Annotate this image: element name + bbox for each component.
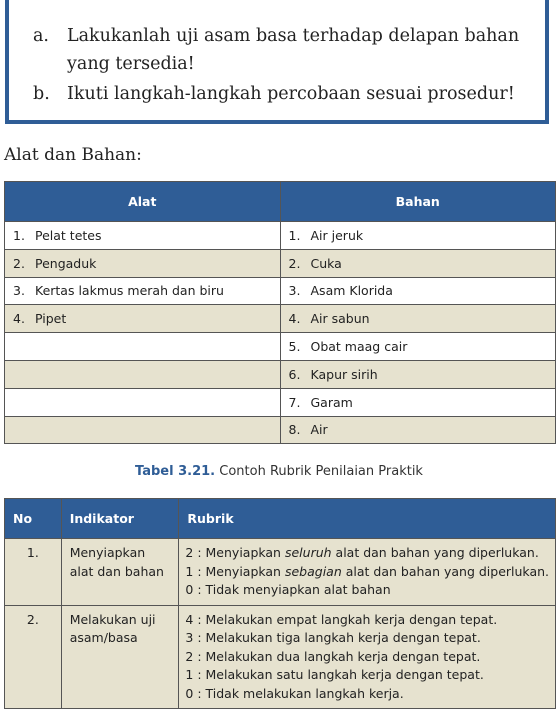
cell-bahan bbox=[280, 360, 556, 388]
rubrik-pre: 1 : Melakukan satu langkah kerja dengan tepat. bbox=[185, 667, 484, 682]
rubrik-pre: 1 : Menyiapkan bbox=[185, 563, 285, 579]
cell-alat bbox=[5, 222, 281, 250]
column-header-bahan: Bahan bbox=[280, 182, 556, 222]
instruction-letter: a. bbox=[33, 26, 49, 46]
bahan-number: 5. bbox=[288, 339, 301, 355]
cell-alat bbox=[5, 360, 281, 388]
table-row bbox=[5, 333, 556, 361]
rubrik-line bbox=[185, 666, 549, 685]
table-row bbox=[5, 605, 556, 709]
table-row bbox=[5, 277, 556, 305]
table-row bbox=[5, 305, 556, 333]
alat-text: Pipet bbox=[35, 311, 67, 327]
cell-bahan bbox=[280, 388, 556, 416]
bahan-number: 1. bbox=[288, 227, 301, 243]
cell-indikator: Menyiapkan alat dan bahan bbox=[61, 539, 179, 606]
instruction-text: Lakukanlah uji asam basa terhadap delapan bahan yang tersedia! bbox=[67, 26, 520, 74]
rubrik-line bbox=[185, 685, 549, 704]
rubrik-line bbox=[185, 648, 549, 667]
column-header-indikator: Indikator bbox=[61, 499, 179, 539]
rubrik-line bbox=[185, 581, 549, 600]
cell-rubrik bbox=[179, 605, 556, 709]
column-header-no: No bbox=[5, 499, 62, 539]
table-row bbox=[5, 222, 556, 250]
cell-alat bbox=[5, 388, 281, 416]
instruction-text: Ikuti langkah-langkah percobaan sesuai prosedur! bbox=[67, 84, 515, 104]
rubric-table bbox=[4, 498, 556, 709]
column-header-alat: Alat bbox=[5, 182, 281, 222]
alat-number: 3. bbox=[13, 283, 25, 299]
bahan-text: Obat maag cair bbox=[310, 339, 408, 355]
cell-bahan bbox=[280, 249, 556, 277]
caption-label: Tabel 3.21. bbox=[135, 464, 216, 479]
rubrik-line bbox=[185, 563, 549, 582]
rubrik-pre: 2 : Melakukan dua langkah kerja dengan tepat. bbox=[185, 648, 481, 664]
section-heading: Alat dan Bahan: bbox=[4, 145, 142, 165]
bahan-number: 8. bbox=[288, 422, 301, 438]
cell-bahan bbox=[280, 305, 556, 333]
rubrik-em: sebagian bbox=[284, 563, 342, 579]
cell-alat bbox=[5, 277, 281, 305]
table-body bbox=[5, 222, 556, 444]
bahan-text: Cuka bbox=[310, 255, 342, 271]
instruction-letter: b. bbox=[33, 84, 50, 104]
bahan-number: 3. bbox=[288, 283, 301, 299]
alat-number: 1. bbox=[13, 227, 25, 243]
cell-no: 1. bbox=[5, 539, 62, 606]
bahan-text: Kapur sirih bbox=[310, 366, 378, 382]
alat-number: 2. bbox=[13, 255, 25, 271]
table-row bbox=[5, 416, 556, 444]
alat-text: Pengaduk bbox=[35, 255, 97, 271]
cell-alat bbox=[5, 416, 281, 444]
cell-bahan bbox=[280, 333, 556, 361]
cell-rubrik bbox=[179, 539, 556, 606]
rubrik-line bbox=[185, 544, 549, 563]
bahan-number: 6. bbox=[288, 366, 301, 382]
caption-text: Contoh Rubrik Penilaian Praktik bbox=[219, 464, 423, 479]
alat-text: Kertas lakmus merah dan biru bbox=[35, 283, 224, 299]
rubrik-line bbox=[185, 629, 549, 648]
cell-indikator: Melakukan uji asam/basa bbox=[61, 605, 179, 709]
rubrik-pre: 4 : Melakukan empat langkah kerja dengan tepat. bbox=[185, 611, 498, 627]
table-row bbox=[5, 388, 556, 416]
cell-no: 2. bbox=[5, 605, 62, 709]
bahan-text: Air sabun bbox=[310, 311, 370, 327]
rubrik-em: seluruh bbox=[284, 545, 332, 560]
bahan-number: 4. bbox=[288, 311, 301, 327]
table-body bbox=[5, 539, 556, 709]
cell-bahan bbox=[280, 416, 556, 444]
rubrik-line bbox=[185, 611, 549, 630]
rubrik-post: alat dan bahan yang diperlukan. bbox=[331, 545, 539, 560]
rubrik-pre: 2 : Menyiapkan bbox=[185, 545, 285, 560]
cell-bahan bbox=[280, 222, 556, 250]
bahan-text: Asam Klorida bbox=[310, 283, 393, 299]
table-row bbox=[5, 360, 556, 388]
table-caption bbox=[0, 464, 558, 479]
column-header-rubrik: Rubrik bbox=[179, 499, 556, 539]
bahan-number: 7. bbox=[288, 394, 301, 410]
instruction-box bbox=[5, 0, 549, 124]
cell-bahan bbox=[280, 277, 556, 305]
rubrik-pre: 0 : Tidak menyiapkan alat bahan bbox=[185, 582, 391, 597]
table-row bbox=[5, 539, 556, 606]
rubrik-pre: 0 : Tidak melakukan langkah kerja. bbox=[185, 685, 404, 701]
bahan-text: Garam bbox=[310, 394, 353, 410]
equipment-materials-table bbox=[4, 181, 556, 444]
rubrik-post: alat dan bahan yang diperlukan. bbox=[341, 563, 549, 579]
bahan-text: Air bbox=[310, 422, 328, 438]
table-row bbox=[5, 249, 556, 277]
alat-number: 4. bbox=[13, 311, 25, 327]
cell-alat bbox=[5, 333, 281, 361]
rubrik-pre: 3 : Melakukan tiga langkah kerja dengan tepat. bbox=[185, 630, 481, 645]
alat-text: Pelat tetes bbox=[35, 227, 102, 243]
bahan-number: 2. bbox=[288, 255, 301, 271]
cell-alat bbox=[5, 249, 281, 277]
bahan-text: Air jeruk bbox=[310, 227, 364, 243]
cell-alat bbox=[5, 305, 281, 333]
